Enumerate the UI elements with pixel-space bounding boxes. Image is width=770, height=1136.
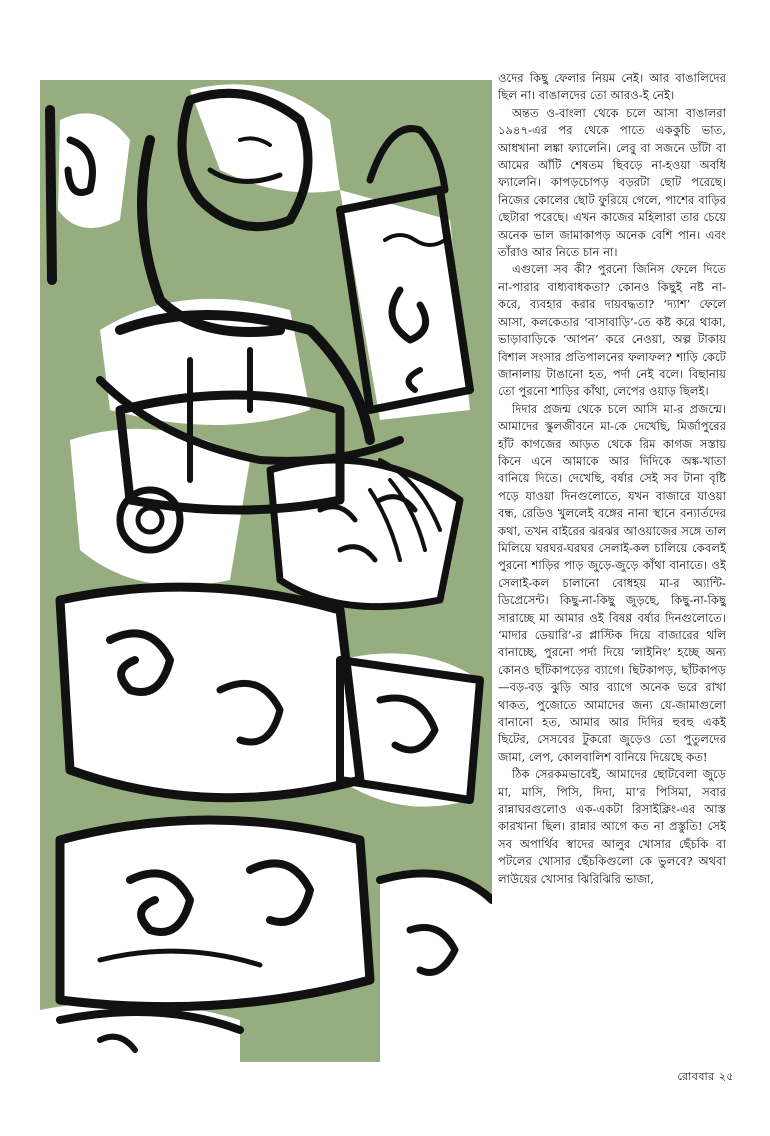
woman-sewing-illustration — [40, 80, 492, 1062]
article-illustration — [40, 80, 492, 1062]
article-paragraph: অন্তত ও-বাংলা থেকে চলে আসা বাঙালরা ১৯৪৭-এর পর থেকে পাতে এককুচি ভাত, আধখানা লঙ্কা ফ্যালেনি। লেবু বা সজনে ডাঁটা বা আমের আঁটি শেষতম ছিবড়ে না-হওয়া অবধি ফ্যালেনি। কাপড়চোপড় বড়রটা ছোট পরেছে। নিজের কোলের ছোট ফুরিয়ে গেলে, পাশের বাড়ির ছেটারা পরেছে। এখন কাজের মহিলারা তার চেয়ে অনেক ভাল জামাকাপড় অনেক বেশি পান। এবং তাঁরাও আর নিতে চান না। — [498, 105, 726, 260]
article-paragraph: ঠিক সেরকমভাবেই, আমাদের ছোটবেলা জুড়ে মা, মাসি, পিসি, দিদা, মা’র পিসিমা, সবার রান্নাঘরগুলোও এক-একটা রিসাইক্লিং-এর আস্ত কারখানা ছিল। রান্নার আগে কত না প্রস্তুতি! সেই সব অপার্থিব স্বাদের আলুর খোসার ছেঁচকি বা পটলের খোসার ছেঁচকিগুলো কে ভুলবে? অথবা লাউয়ের খোসার ঝিরিঝিরি ভাজা, — [498, 767, 726, 886]
page-footer: রোববার ২৫ — [677, 1070, 734, 1083]
article-text — [498, 70, 726, 1060]
article-paragraph: এগুলো সব কী? পুরনো জিনিস ফেলে দিতে না-পারার বাধ্যবাধকতা? কোনও কিছুই নষ্ট না-করে, ব্যবহার করার দায়বদ্ধতা? ‘দ্যাশ’ ফেলে আসা, কলকেতার ‘বাসাবাড়ি’-তে কষ্ট করে থাকা, ভাড়াবাড়িকে ‘আপন’ করে নেওয়া, অল্প টাকায় বিশাল সংসার প্রতিপালনের ফলাফল? শাড়ি কেটে জানালায় টাঙানো হত, পর্দা নেই বলে। বিছানায় তো পুরনো শাড়ির কাঁথা, লেপের ওয়াড় ছিলই। — [498, 262, 726, 399]
article-paragraph: দিদার প্রজন্ম থেকে চলে আসি মা-র প্রজন্মে। আমাদের স্কুলজীবনে মা-কে দেখেছি, মির্জাপুরের হাঁট কাগজের আড়ত থেকে রিম কাগজ সস্তায় কিনে এনে আমাকে আর দিদিকে অঙ্ক-খাতা বানিয়ে দিতে। দেখেছি, বর্ষার সেই সব টানা বৃষ্টি পড়ে যাওয়া দিনগুলোতে, যখন বাজারে যাওয়া বন্ধ, রেডিও খুললেই বঙ্গের নানা স্থানে বন্যার্তদের কথা, তখন বাইরের ঝরঝর আওয়াজের সঙ্গে তাল মিলিয়ে ঘরঘর-ঘরঘর সেলাই-কল চালিয়ে কেবলই পুরনো শাড়ির পাড় জুড়ে-জুড়ে কাঁথা বানাতে। ওই সেলাই-কল চালানো বোধহয় মা-র অ্যান্টি-ডিপ্রেসেন্ট। কিছু-না-কিছু জুড়ছে, কিছু-না-কিছু সারাচ্ছে মা আমার ওই বিষণ্ণ বর্ষার দিনগুলোতে। ‘মাদার ডেয়ারি’-র প্লাস্টিক দিয়ে বাজারের থলি বানাচ্ছে, পুরনো পর্দা দিয়ে ‘লাইনিং’ হচ্ছে অন্য কোনও ছাঁটকাপড়ের ব্যাগে। ছিটকাপড়, ছাঁটকাপড়—বড়-বড় ঝুড়ি আর ব্যাগে অনেক ভরে রাখা থাকত, পুজোতে আমাদের জন্য যে-জামাগুলো বানানো হত, আমার আর দিদির হুবহু একই ছিটের, সেসবের টুকরো জুড়েও তো পুতুলদের জামা, লেপ, কোলবালিশ বানিয়ে দিয়েছে কত! — [498, 401, 726, 764]
article-paragraph: ওদের কিছু ফেলার নিয়ম নেই। আর বাঙালিদের ছিল না। বাঙালদের তো আরও-ই নেই। — [498, 71, 726, 103]
